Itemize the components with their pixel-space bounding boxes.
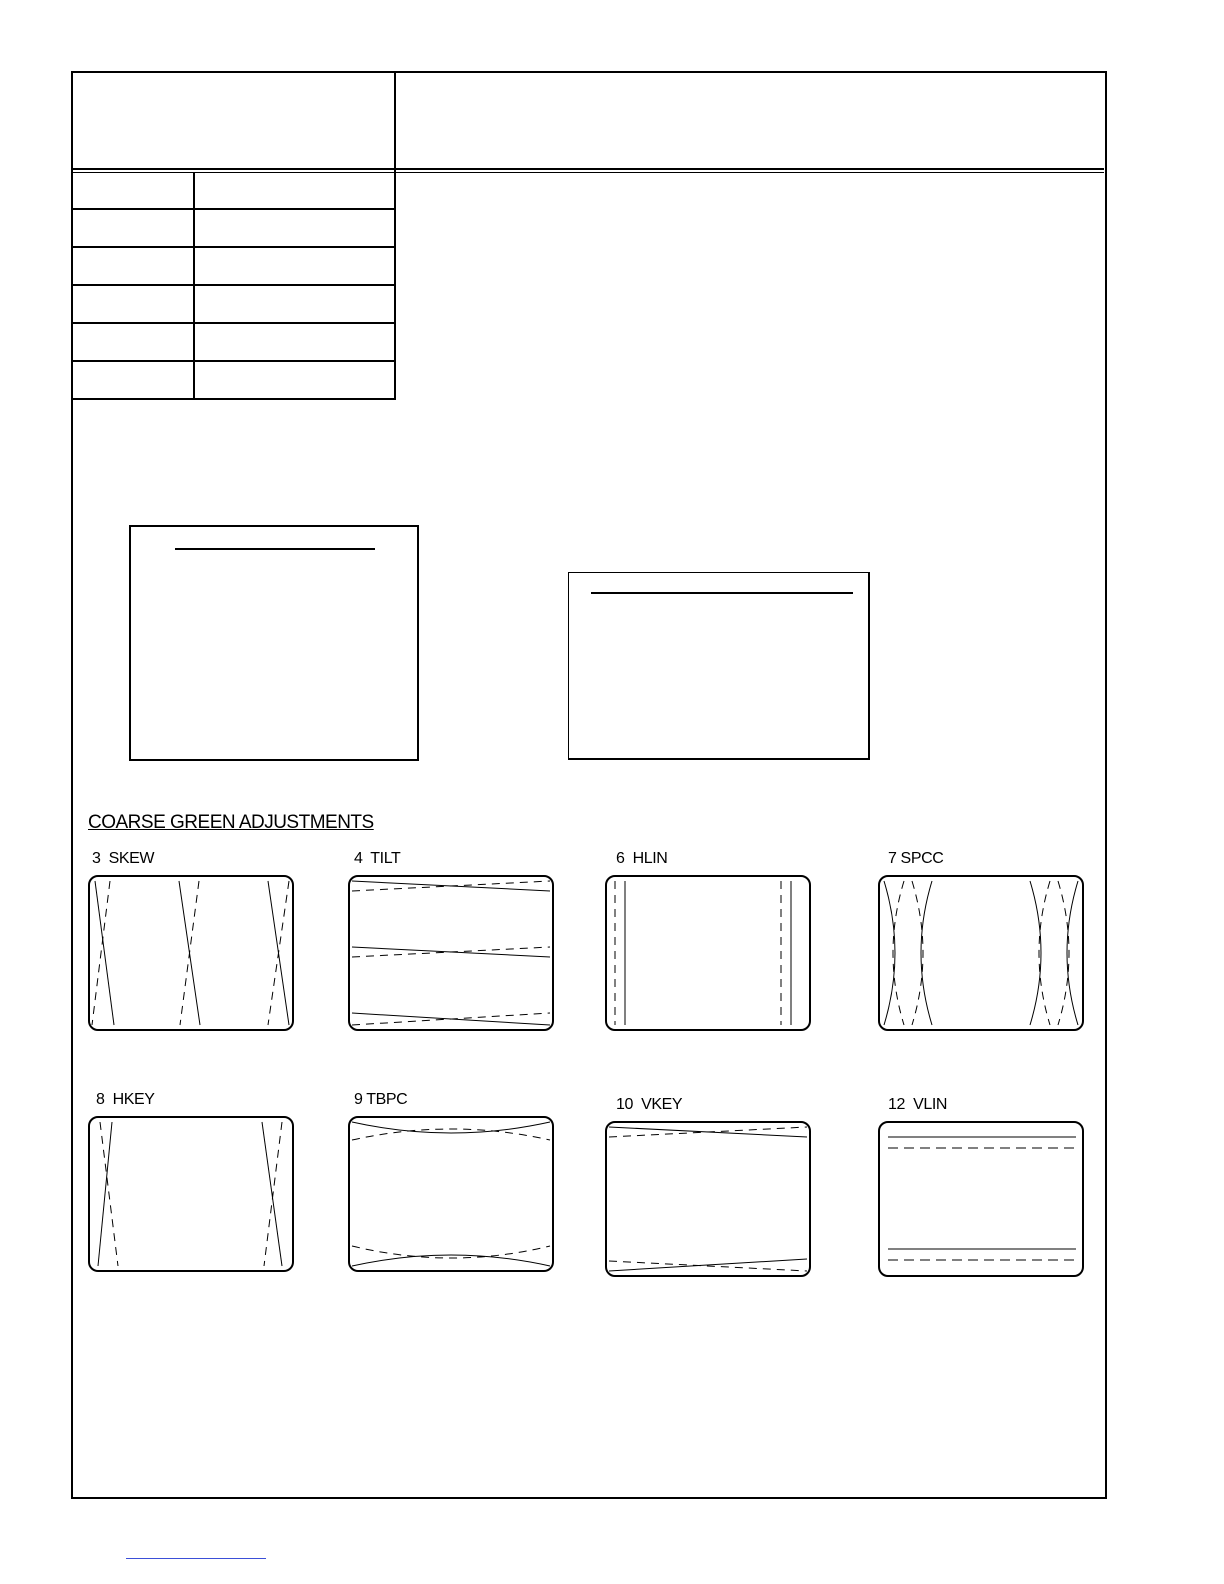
left-box-rule — [175, 548, 375, 550]
diagram-label-hkey: 8 HKEY — [96, 1091, 155, 1108]
diagram-label-skew: 3 SKEW — [92, 850, 155, 867]
vlin-diagram — [878, 1121, 1084, 1277]
header-divider-inner — [72, 172, 1104, 173]
tbpc-diagram — [348, 1116, 554, 1272]
hkey-diagram — [88, 1116, 294, 1272]
skew-diagram — [88, 875, 294, 1031]
spcc-diagram — [878, 875, 1084, 1031]
right-box-rule — [591, 592, 853, 594]
right-box — [568, 572, 870, 760]
diagram-label-hlin: 6 HLIN — [616, 850, 668, 867]
header-divider — [72, 168, 1104, 170]
left-box — [129, 525, 419, 761]
hlin-diagram — [605, 875, 811, 1031]
diagram-label-tilt: 4 TILT — [354, 850, 401, 867]
diagram-label-tbpc: 9 TBPC — [354, 1091, 408, 1108]
section-heading: COARSE GREEN ADJUSTMENTS — [88, 812, 374, 833]
diagram-label-vlin: 12 VLIN — [888, 1096, 948, 1113]
diagram-label-vkey: 10 VKEY — [616, 1096, 683, 1113]
tilt-diagram — [348, 875, 554, 1031]
header-separator — [394, 72, 396, 400]
footer-link-underline[interactable] — [126, 1558, 266, 1559]
diagram-label-spcc: 7 SPCC — [888, 850, 944, 867]
vkey-diagram — [605, 1121, 811, 1277]
